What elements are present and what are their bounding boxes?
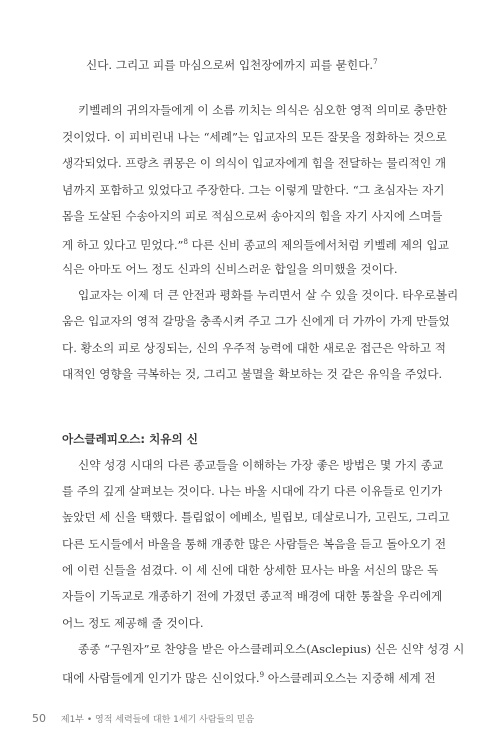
body-line: 움은 입교자의 영적 갈망을 충족시켜 주고 그가 신에게 더 가까이 가게 만들었 <box>62 314 450 328</box>
body-line: 어느 정도 제공해 줄 것이다. <box>62 616 204 630</box>
body-line: 종종 “구원자”로 찬양을 받은 아스클레피오스(Asclepius) 신은 신약 성경 시 <box>78 642 465 656</box>
body-line: 대에 사람들에게 인기가 많은 신이었다.$^9$ 아스클레피오스는 지중해 세계 전 <box>62 671 436 685</box>
body-line: 에 이런 신들을 섬겼다. 이 세 신에 대한 상세한 묘사는 바울 서신의 많은 독 <box>62 563 439 577</box>
page-number: 50 <box>32 712 46 725</box>
footnote-marker: 8 <box>183 238 188 246</box>
page-footer <box>32 712 254 725</box>
body-line: 대적인 영향을 극복하는 것, 그리고 불멸을 확보하는 것 같은 유익을 주었다. <box>62 367 443 381</box>
body-line: 몸을 도살된 수송아지의 피로 적심으로써 송아지의 힘을 자기 사지에 스며들 <box>62 209 443 223</box>
body-line: 다. 황소의 피로 상징되는, 신의 우주적 능력에 대한 새로운 접근은 악하고 적 <box>62 341 446 355</box>
body-line: 자들이 기독교로 개종하기 전에 가졌던 종교적 배경에 대한 통찰을 우리에게 <box>62 589 443 603</box>
body-line: 게 하고 있다고 믿었다.”$^8$ 다른 신비 종교의 제의들에서처럼 키벨레 제의 입교 <box>62 238 449 252</box>
body-line: 키벨레의 귀의자들에게 이 소름 끼치는 의식은 심오한 영적 의미로 충만한 <box>78 103 448 117</box>
body-line: 식은 아마도 어느 정도 신과의 신비스러운 합일을 의미했을 것이다. <box>62 262 398 276</box>
body-line: 다른 도시들에서 바울을 통해 개종한 많은 사람들은 복음을 듣고 돌아오기 전 <box>62 537 447 551</box>
body-line: 생각되었다. 프랑츠 퀴몽은 이 의식이 입교자에게 힘을 전달하는 물리적인 개 <box>62 156 447 170</box>
body-line: 념까지 포함하고 있었다고 주장한다. 그는 이렇게 말한다. “그 초심자는 자기 <box>62 183 445 197</box>
body-line: 신다. 그리고 피를 마심으로써 입천장에까지 피를 묻힌다.$^7$ <box>86 58 378 72</box>
footnote-marker: 9 <box>259 671 265 679</box>
section-heading: 아스클레피오스: 치유의 신 <box>62 432 198 446</box>
running-head: 제1부 • 영적 세력들에 대한 1세기 사람들의 믿음 <box>60 715 255 725</box>
body-line: 신약 성경 시대의 다른 종교들을 이해하는 가장 좋은 방법은 몇 가지 종교 <box>78 458 444 472</box>
body-line: 를 주의 깊게 살펴보는 것이다. 나는 바울 시대에 각기 다른 이유들로 인기가 <box>62 484 443 498</box>
body-line: 높았던 세 신을 택했다. 틀림없이 에베소, 빌립보, 데살로니가, 고린도, 그리고 <box>62 510 450 524</box>
body-line: 것이었다. 이 피비린내 나는 “세례”는 입교자의 모든 잘못을 정화하는 것으로 <box>62 130 447 144</box>
body-line: 입교자는 이제 더 큰 안전과 평화를 누리면서 살 수 있을 것이다. 타우로볼리 <box>78 288 459 302</box>
footnote-marker: 7 <box>373 58 378 66</box>
